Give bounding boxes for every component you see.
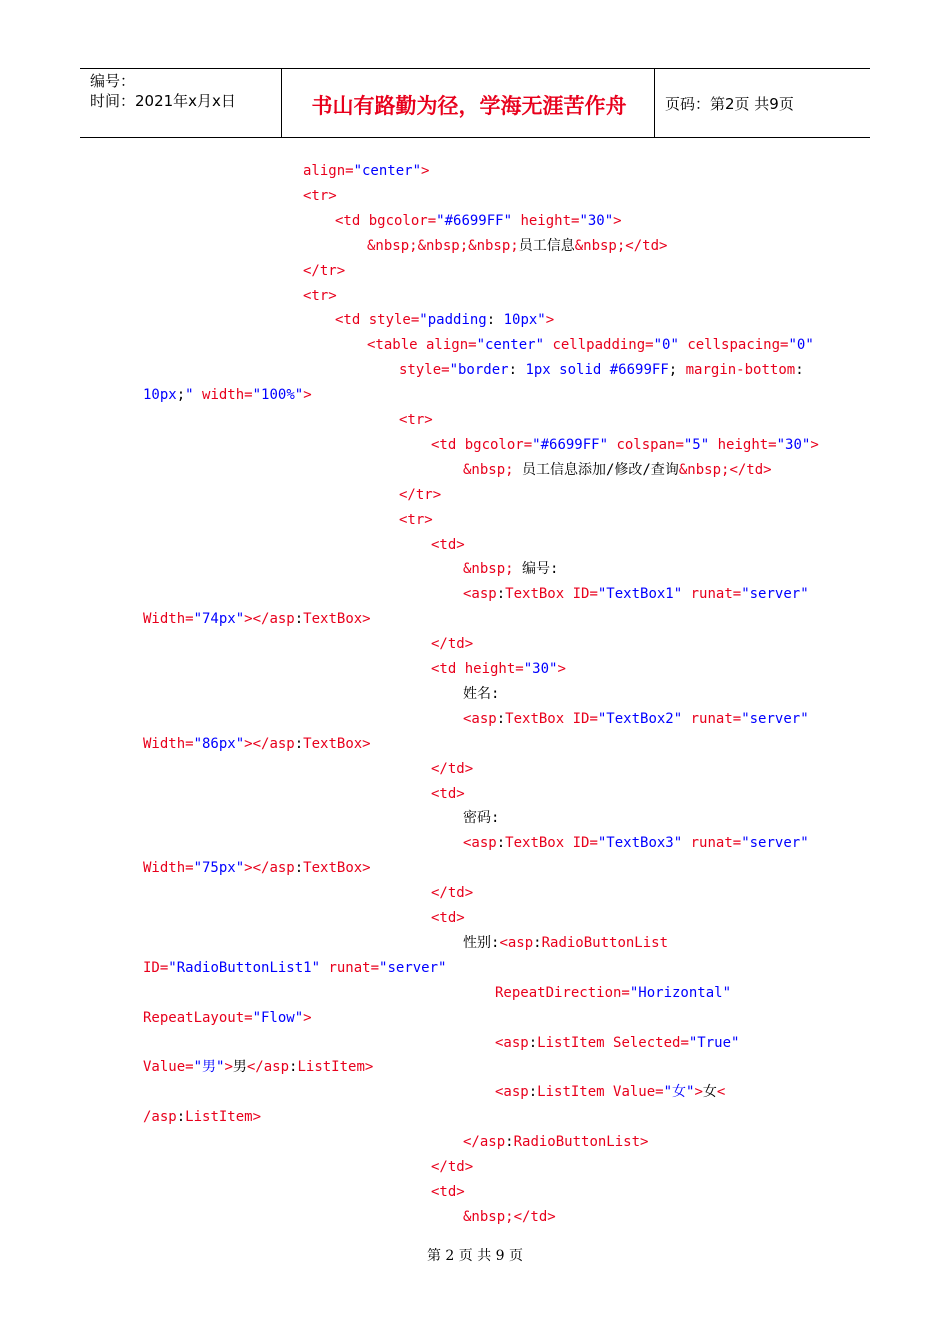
code-token: "server" — [741, 835, 809, 851]
code-line — [399, 508, 433, 533]
code-token: </td> — [431, 1159, 474, 1175]
code-token: width= — [193, 387, 253, 403]
code-token: <td> — [431, 537, 465, 553]
code-token: > — [810, 437, 819, 453]
page-header — [80, 68, 870, 138]
code-line — [399, 483, 441, 508]
code-token: "30" — [579, 213, 614, 229]
code-line — [463, 806, 499, 831]
code-token: ></asp — [244, 736, 295, 752]
code-token: TextBox ID= — [505, 586, 598, 602]
code-token: > — [421, 163, 430, 179]
code-line — [143, 856, 371, 881]
code-token: <td> — [431, 910, 465, 926]
code-token: "75px" — [193, 860, 245, 876]
code-line — [431, 906, 465, 931]
code-token: 员工信息添加/修改/查询 — [513, 462, 679, 478]
code-line — [143, 1105, 261, 1130]
code-token: runat= — [682, 586, 742, 602]
code-line — [463, 1130, 648, 1155]
code-token: <tr> — [399, 512, 433, 528]
code-token: TextBox> — [303, 860, 371, 876]
code-token: : — [508, 362, 526, 378]
code-token: "#6699FF" — [532, 437, 609, 453]
code-token: Width= — [143, 860, 194, 876]
code-line — [399, 408, 433, 433]
code-token: <td bgcolor= — [335, 213, 437, 229]
code-token: "0" — [788, 337, 814, 353]
code-line — [143, 956, 446, 981]
code-line — [463, 582, 809, 607]
code-token: ListItem> — [297, 1059, 374, 1075]
code-token: "5" — [683, 437, 710, 453]
code-token: <asp — [463, 835, 497, 851]
code-token: "100%" — [252, 387, 304, 403]
code-token: /asp — [143, 1109, 177, 1125]
code-token: <tr> — [303, 288, 337, 304]
code-token: "#6699FF" — [436, 213, 513, 229]
code-token: 10px" — [503, 312, 546, 328]
code-token: "74px" — [193, 611, 245, 627]
code-token: "30" — [776, 437, 811, 453]
code-token: <asp — [463, 586, 497, 602]
code-token: : — [533, 935, 542, 951]
code-token: </asp — [246, 1059, 290, 1075]
code-token: "center" — [353, 163, 422, 179]
code-token: TextBox ID= — [505, 835, 598, 851]
code-token: height= — [709, 437, 777, 453]
code-token: "Horizontal" — [629, 985, 732, 1001]
code-token: <asp — [495, 1035, 529, 1051]
code-token: &nbsp; — [463, 462, 514, 478]
code-token: TextBox ID= — [505, 711, 598, 727]
code-token: > — [613, 213, 622, 229]
code-line — [495, 1031, 739, 1056]
code-token: : — [505, 1134, 514, 1150]
code-token: "RadioButtonList1" — [168, 960, 321, 976]
code-token: ; — [176, 387, 186, 403]
code-token: : — [496, 586, 506, 602]
code-line — [303, 159, 429, 184]
document-number-label: 编号： — [90, 72, 136, 90]
code-token: "server" — [379, 960, 447, 976]
code-token: Width= — [143, 736, 194, 752]
code-line — [399, 358, 804, 383]
code-token: "30" — [523, 661, 558, 677]
code-token: <td height= — [431, 661, 524, 677]
code-line — [143, 607, 371, 632]
code-token: <td> — [431, 1184, 465, 1200]
code-token: > — [557, 661, 566, 677]
code-token: ; — [668, 362, 686, 378]
code-token: <asp — [499, 935, 534, 951]
code-line — [495, 981, 731, 1006]
code-token: : — [496, 835, 506, 851]
code-token: "server" — [741, 711, 809, 727]
code-line — [143, 383, 312, 408]
code-line — [431, 881, 473, 906]
code-token: TextBox> — [303, 611, 371, 627]
code-line — [367, 234, 667, 259]
code-token: <tr> — [399, 412, 433, 428]
code-token: : — [496, 711, 506, 727]
code-token: "男" — [193, 1059, 225, 1075]
code-token: &nbsp; — [463, 561, 514, 577]
code-token: ></asp — [244, 860, 295, 876]
code-token: < — [716, 1084, 726, 1100]
code-token: Value= — [143, 1059, 194, 1075]
code-token: align= — [303, 163, 354, 179]
code-token: "Flow" — [252, 1010, 304, 1026]
code-token: colspan= — [608, 437, 684, 453]
code-line — [431, 757, 473, 782]
code-token: 员工信息 — [518, 238, 575, 254]
code-line — [367, 333, 814, 358]
code-token: <td> — [431, 786, 465, 802]
code-token: &nbsp;</td> — [463, 1209, 556, 1225]
code-token: cellspacing= — [678, 337, 789, 353]
code-token: RadioButtonList> — [513, 1134, 649, 1150]
code-token: "server" — [741, 586, 809, 602]
code-token: "TextBox1" — [597, 586, 683, 602]
code-token: 密码: — [463, 810, 500, 826]
code-line — [143, 1006, 312, 1031]
document-date-label: 时间：2021年x月x日 — [90, 92, 236, 110]
code-token: "TextBox3" — [597, 835, 683, 851]
code-line — [431, 632, 473, 657]
code-token: <td bgcolor= — [431, 437, 533, 453]
code-line — [335, 308, 554, 333]
code-token: ListItem Selected= — [537, 1035, 689, 1051]
code-token: "True" — [688, 1035, 740, 1051]
code-line — [303, 284, 337, 309]
code-token: > — [303, 387, 312, 403]
code-token: &nbsp;</td> — [678, 462, 772, 478]
code-token: : — [294, 611, 304, 627]
code-token: </asp — [463, 1134, 506, 1150]
code-token: > — [694, 1084, 703, 1100]
code-token: ListItem> — [185, 1109, 262, 1125]
code-line — [143, 1055, 373, 1080]
code-line — [463, 831, 809, 856]
code-token: 男 — [232, 1059, 247, 1075]
code-token: ID= — [143, 960, 169, 976]
code-token: 性别: — [463, 935, 500, 951]
code-token: "center" — [476, 337, 545, 353]
code-token: margin-bottom — [685, 362, 796, 378]
code-token: : — [795, 362, 804, 378]
code-token: : — [294, 860, 304, 876]
code-token: runat= — [682, 835, 742, 851]
code-token: : — [176, 1109, 186, 1125]
code-token: "padding — [419, 312, 487, 328]
code-line — [431, 1155, 473, 1180]
code-line — [303, 184, 337, 209]
code-token: TextBox> — [303, 736, 371, 752]
header-page-info: 页码：第2页 共9页 — [665, 95, 794, 113]
code-line — [143, 732, 371, 757]
code-token: 10px — [143, 387, 177, 403]
code-token: > — [545, 312, 555, 328]
code-line — [463, 1205, 556, 1230]
code-token: runat= — [682, 711, 742, 727]
code-line — [303, 259, 345, 284]
code-token: RepeatDirection= — [495, 985, 630, 1001]
code-token: &nbsp;</td> — [574, 238, 668, 254]
code-token: "border — [449, 362, 509, 378]
code-token: cellpadding= — [544, 337, 654, 353]
code-token: </td> — [431, 636, 474, 652]
code-token: </tr> — [303, 263, 346, 279]
code-token: </td> — [431, 761, 474, 777]
header-motto: 书山有路勤为径，学海无涯苦作舟 — [311, 93, 627, 118]
code-token: 编号: — [513, 561, 559, 577]
code-token: : — [528, 1035, 538, 1051]
code-token: : — [294, 736, 304, 752]
code-token: : — [528, 1084, 538, 1100]
code-line — [431, 657, 566, 682]
code-token: <asp — [463, 711, 497, 727]
code-token: Width= — [143, 611, 194, 627]
code-token: ></asp — [244, 611, 295, 627]
code-token: " — [185, 387, 194, 403]
code-token: 1px solid #6699FF — [525, 362, 669, 378]
code-line — [431, 533, 465, 558]
code-token: RepeatLayout= — [143, 1010, 253, 1026]
code-token: > — [303, 1010, 312, 1026]
code-line — [335, 209, 622, 234]
code-token: > — [224, 1059, 233, 1075]
code-token: </tr> — [399, 487, 442, 503]
code-token: : — [486, 312, 504, 328]
code-line — [463, 557, 558, 582]
code-token: &nbsp;&nbsp;&nbsp; — [367, 238, 519, 254]
code-line — [463, 931, 668, 956]
code-token: 女 — [702, 1084, 717, 1100]
code-token: "TextBox2" — [597, 711, 683, 727]
code-token: RadioButtonList — [541, 935, 669, 951]
code-token: <tr> — [303, 188, 337, 204]
code-line — [463, 682, 499, 707]
code-token: : — [289, 1059, 298, 1075]
code-line — [431, 433, 819, 458]
code-token: </td> — [431, 885, 474, 901]
code-token: 姓名: — [463, 686, 500, 702]
code-token: <td style= — [335, 312, 420, 328]
page-footer: 第 2 页 共 9 页 — [426, 1248, 524, 1264]
code-token: <asp — [495, 1084, 529, 1100]
code-token: <table align= — [367, 337, 477, 353]
code-token: "86px" — [193, 736, 245, 752]
code-line — [431, 782, 465, 807]
code-token: height= — [512, 213, 580, 229]
code-token: runat= — [320, 960, 380, 976]
code-token: "0" — [653, 337, 679, 353]
code-line — [495, 1080, 725, 1105]
code-token: style= — [399, 362, 450, 378]
code-line — [463, 707, 809, 732]
header-meta — [90, 71, 236, 111]
code-token: ListItem Value= — [537, 1084, 664, 1100]
code-token: "女" — [663, 1084, 695, 1100]
code-line — [431, 1180, 465, 1205]
code-line — [463, 458, 772, 483]
